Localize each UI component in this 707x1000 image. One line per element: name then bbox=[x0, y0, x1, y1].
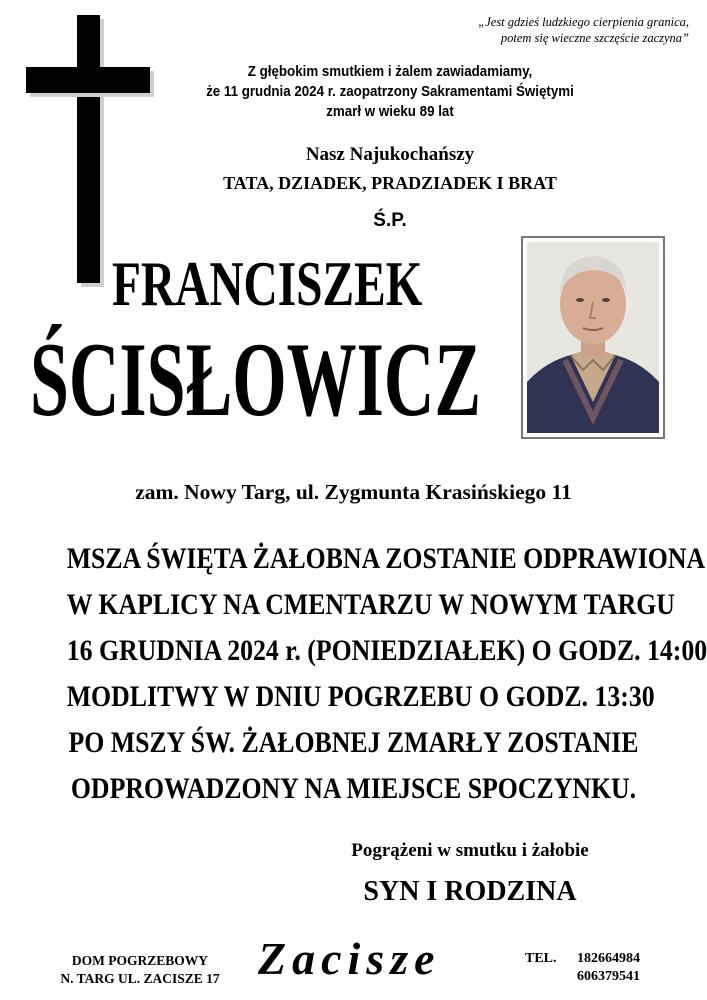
honorific: Ś.P. bbox=[373, 210, 407, 231]
portrait-photo bbox=[521, 236, 665, 439]
funeral-home-info bbox=[25, 952, 255, 988]
deceased-last-name: ŚCISŁOWICZ bbox=[30, 321, 482, 438]
announcement-intro bbox=[188, 62, 593, 122]
service-line: PO MSZY ŚW. ŻAŁOBNEJ ZMARŁY ZOSTANIE bbox=[68, 726, 639, 759]
family-signature: SYN I RODZINA bbox=[363, 876, 577, 907]
service-line: MSZA ŚWIĘTA ŻAŁOBNA ZOSTANIE ODPRAWIONA bbox=[66, 542, 706, 575]
funeral-home-address: N. TARG UL. ZACISZE 17 bbox=[60, 971, 220, 986]
residence-address: zam. Nowy Targ, ul. Zygmunta Krasińskiego 11 bbox=[135, 480, 572, 504]
zacisze-logo: Zacisze bbox=[258, 933, 441, 984]
portrait-image bbox=[527, 242, 659, 433]
quote-line-1: „Jest gdzieś ludzkiego cierpienia granica, bbox=[478, 15, 689, 29]
tel-label: TEL. bbox=[525, 951, 557, 966]
intro-line-2: że 11 grudnia 2024 r. zaopatrzony Sakramentami Świętymi bbox=[206, 84, 574, 100]
beloved-label: Nasz Najukochańszy bbox=[305, 144, 475, 165]
phone-number-1: 182664984 bbox=[577, 951, 640, 966]
cross-vertical-bar bbox=[77, 15, 100, 283]
funeral-service-info bbox=[20, 536, 707, 812]
deceased-first-name: FRANCISZEK bbox=[112, 248, 423, 319]
portrait-illustration bbox=[527, 242, 659, 433]
service-line: W KAPLICY NA CMENTARZU W NOWYM TARGU bbox=[66, 588, 675, 621]
funeral-home-name: DOM POGRZEBOWY bbox=[71, 953, 209, 968]
relation-label: TATA, DZIADEK, PRADZIADEK I BRAT bbox=[223, 173, 557, 193]
cross-horizontal-bar bbox=[26, 67, 150, 93]
phone-info bbox=[525, 950, 695, 986]
quote-line-2: potem się wieczne szczęście zaczyna” bbox=[500, 31, 689, 45]
mourning-label: Pogrążeni w smutku i żałobie bbox=[351, 840, 589, 861]
intro-line-3: zmarł w wieku 89 lat bbox=[326, 104, 454, 120]
phone-number-2: 606379541 bbox=[577, 969, 640, 984]
service-line: ODPROWADZONY NA MIEJSCE SPOCZYNKU. bbox=[70, 772, 637, 805]
service-line: MODLITWY W DNIU POGRZEBU O GODZ. 13:30 bbox=[66, 680, 655, 713]
intro-line-1: Z głębokim smutkiem i żalem zawiadamiamy, bbox=[247, 64, 533, 80]
service-line: 16 GRUDNIA 2024 r. (PONIEDZIAŁEK) O GODZ. 14:00 bbox=[66, 634, 707, 667]
epigraph-quote bbox=[329, 14, 689, 46]
